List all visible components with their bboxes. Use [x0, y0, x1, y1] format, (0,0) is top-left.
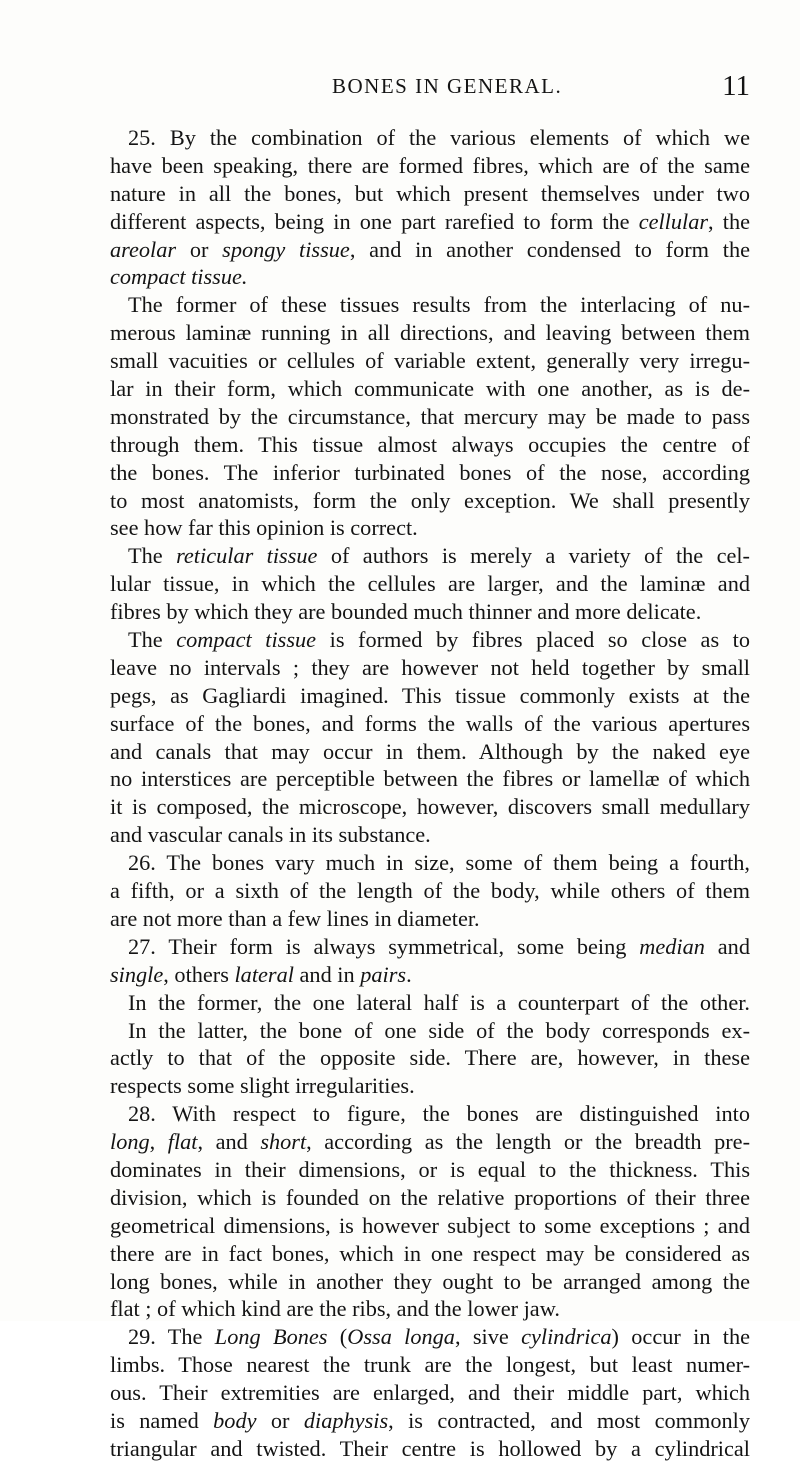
text-line [110, 905, 750, 933]
text-run: 27. Their form is always symmetrical, some being [128, 933, 640, 959]
text-run: 28. With respect to figure, the bones are distinguished into [128, 1101, 750, 1127]
italic-term: spongy tissue [222, 236, 350, 262]
text-run: flat ; of which kind are the ribs, and the lower jaw. [110, 1296, 560, 1322]
text-run: 29. The [128, 1324, 215, 1350]
text-run: and vascular canals in its substance. [110, 822, 431, 848]
text-line [110, 375, 750, 403]
text-line [110, 989, 750, 1017]
text-line [110, 208, 750, 236]
body-text [110, 124, 750, 1463]
running-head [110, 70, 750, 104]
text-run: ) occur in the [611, 1324, 751, 1350]
text-run: ( [327, 1324, 348, 1350]
text-line [110, 542, 750, 570]
text-run: to most anatomists, form the only exception. We shall presently [110, 487, 750, 513]
text-line [110, 1212, 750, 1240]
text-line [110, 1351, 750, 1379]
text-run: , [149, 1129, 168, 1155]
text-line [110, 431, 750, 459]
text-run: respects some slight irregularities. [110, 1073, 415, 1099]
italic-term: median [639, 933, 705, 959]
text-line [110, 682, 750, 710]
text-run: long bones, while in another they ought to be arranged among the [110, 1268, 750, 1294]
text-run: fibres by which they are bounded much thinner and more delicate. [110, 599, 702, 625]
text-run: merous laminæ running in all directions, and leaving between them [110, 320, 750, 346]
italic-term: compact tissue. [110, 264, 248, 290]
italic-term: diaphysis [303, 1407, 389, 1433]
text-line [110, 403, 750, 431]
text-run: , the [708, 208, 751, 234]
text-run: division, which is founded on the relative proportions of their three [110, 1184, 750, 1210]
text-line [110, 738, 750, 766]
text-line [110, 459, 750, 487]
text-run: . [406, 961, 412, 987]
text-run: triangular and twisted. Their centre is hollowed by a cylindrical [110, 1435, 750, 1461]
text-run: In the former, the one lateral half is a counterpart of the other. [128, 989, 750, 1015]
text-run: see how far this opinion is correct. [110, 515, 418, 541]
text-run: and [704, 933, 750, 959]
text-line [110, 933, 750, 961]
text-run: are not more than a few lines in diameter. [110, 905, 480, 931]
text-run: leave no intervals ; they are however not held together by small [110, 654, 750, 680]
text-line [110, 710, 750, 738]
italic-term: cylindrica [521, 1324, 612, 1350]
text-line [110, 877, 750, 905]
text-run: , others [163, 961, 235, 987]
text-run: lular tissue, in which the cellules are larger, and the laminæ and [110, 571, 750, 597]
text-line [110, 487, 750, 515]
text-run: limbs. Those nearest the trunk are the longest, but least numer- [110, 1352, 750, 1378]
text-line [110, 319, 750, 347]
text-run: it is composed, the microscope, however, discovers small medullary [110, 794, 750, 820]
text-line [110, 1323, 750, 1351]
text-run: lar in their form, which communicate with one another, as is de- [110, 376, 750, 402]
text-line [110, 626, 750, 654]
text-run: or [176, 236, 223, 262]
text-line [110, 793, 750, 821]
text-run: a fifth, or a sixth of the length of the body, while others of them [110, 878, 750, 904]
text-run: and in [293, 961, 361, 987]
text-run: In the latter, the bone of one side of the body corresponds ex- [128, 1017, 750, 1043]
italic-term: reticular tissue [176, 543, 318, 569]
text-run: , and in another condensed to form the [349, 236, 751, 262]
text-run: dominates in their dimensions, or is equal to the thickness. This [110, 1156, 750, 1182]
text-run: actly to that of the opposite side. There are, however, in these [110, 1045, 750, 1071]
text-line [110, 1435, 750, 1463]
text-run: , sive [454, 1324, 522, 1350]
text-line [110, 152, 750, 180]
text-line [110, 1072, 750, 1100]
text-run: or [256, 1407, 304, 1433]
text-line [110, 849, 750, 877]
text-line [110, 347, 750, 375]
italic-term: pairs [360, 961, 407, 987]
text-run: small vacuities or cellules of variable extent, generally very irregu- [110, 348, 750, 374]
text-line [110, 124, 750, 152]
text-run: monstrated by the circumstance, that mercury may be made to pass [110, 403, 750, 429]
text-run: , is contracted, and most commonly [388, 1407, 750, 1433]
text-run: surface of the bones, and forms the walls of the various apertures [110, 710, 750, 736]
text-run: The [128, 627, 177, 653]
text-line [110, 236, 750, 264]
text-line [110, 1100, 750, 1128]
text-run: 26. The bones vary much in size, some of them being a fourth, [128, 850, 750, 876]
text-line [110, 1240, 750, 1268]
text-line [110, 291, 750, 319]
text-run: no interstices are perceptible between the fibres or lamellæ of which [110, 766, 750, 792]
italic-term: short [260, 1129, 307, 1155]
text-line [110, 598, 750, 626]
text-run: 25. By the combination of the various elements of which we [128, 125, 750, 150]
text-run: through them. This tissue almost always occupies the centre of [110, 431, 750, 457]
text-line [110, 1156, 750, 1184]
text-run: different aspects, being in one part rarefied to form the [110, 208, 639, 234]
text-line [110, 514, 750, 542]
text-run: , according as the length or the breadth pre- [306, 1129, 750, 1155]
text-run: is formed by fibres placed so close as to [316, 627, 751, 653]
text-run: of authors is merely a variety of the cel- [317, 543, 750, 569]
text-run: geometrical dimensions, is however subject to some exceptions ; and [110, 1212, 750, 1238]
text-run: and canals that may occur in them. Although by the naked eye [110, 738, 750, 764]
text-run: have been speaking, there are formed fibres, which are of the same [110, 152, 750, 178]
page-number: 11 [722, 70, 750, 102]
running-title: BONES IN GENERAL. [332, 74, 563, 98]
text-run: The former of these tissues results from the interlacing of nu- [128, 292, 750, 318]
italic-term: single [110, 961, 164, 987]
text-run: The [128, 543, 177, 569]
text-run: there are in fact bones, which in one respect may be considered as [110, 1240, 750, 1266]
text-line [110, 654, 750, 682]
text-run: ous. Their extremities are enlarged, and their middle part, which [110, 1380, 750, 1406]
text-run: nature in all the bones, but which present themselves under two [110, 180, 750, 206]
italic-term: body [213, 1407, 257, 1433]
text-line [110, 1128, 750, 1156]
text-line [110, 1017, 750, 1045]
italic-term: cellular [638, 208, 709, 234]
italic-term: compact tissue [176, 627, 317, 653]
text-run: pegs, as Gagliardi imagined. This tissue commonly exists at the [110, 682, 750, 708]
italic-term: lateral [234, 961, 294, 987]
text-line [110, 263, 750, 291]
italic-term: long [110, 1129, 150, 1155]
text-line [110, 1044, 750, 1072]
text-line [110, 180, 750, 208]
text-line [110, 821, 750, 849]
italic-term: areolar [110, 236, 177, 262]
italic-term: flat [167, 1129, 198, 1155]
text-run: the bones. The inferior turbinated bones of the nose, according [110, 459, 750, 485]
italic-term: Long Bones [214, 1324, 328, 1350]
text-line [110, 570, 750, 598]
text-line [110, 1379, 750, 1407]
text-line [110, 765, 750, 793]
italic-term: Ossa longa [347, 1324, 455, 1350]
text-line [110, 1295, 750, 1323]
text-line [110, 1184, 750, 1212]
text-line [110, 1407, 750, 1435]
text-line [110, 1268, 750, 1296]
text-line [110, 961, 750, 989]
text-run: , and [197, 1129, 261, 1155]
text-run: is named [110, 1407, 214, 1433]
